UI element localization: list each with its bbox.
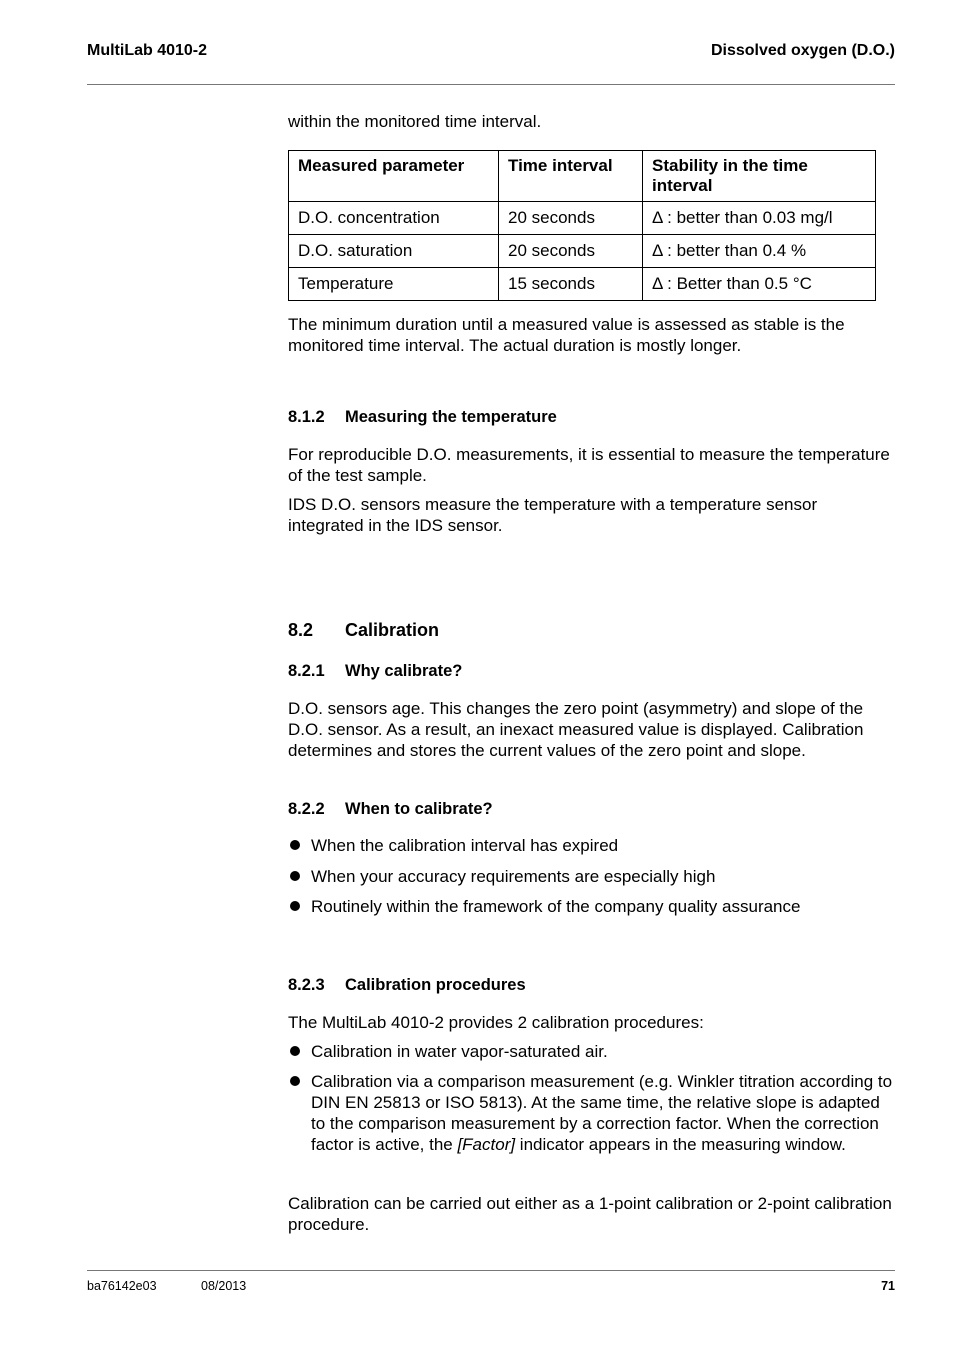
- bullet-icon: [290, 840, 300, 850]
- table-cell: 20 seconds: [499, 235, 643, 268]
- list-item: [288, 866, 895, 887]
- section-heading-8-2-1: [288, 661, 895, 682]
- section-title: Why calibrate?: [345, 662, 463, 680]
- intro-text: within the monitored time interval.: [288, 112, 542, 131]
- list-item-text-part: Calibration via a comparison measurement (e.g. Winkler titration according to DIN EN 25813 or ISO 5813). At the same time, the relative slope is adapted to the comparison measurement by a correction factor. When the correction factor is active, the: [311, 1072, 893, 1154]
- header-chapter-title: Dissolved oxygen (D.O.): [710, 42, 895, 59]
- table-row: [289, 235, 876, 268]
- table-cell: Δ : better than 0.03 mg/l: [643, 202, 876, 235]
- section-title: When to calibrate?: [345, 800, 493, 818]
- list-item: [288, 1041, 895, 1062]
- section-title: Calibration procedures: [345, 976, 526, 994]
- table-header-cell: Measured parameter: [289, 151, 499, 202]
- paragraph: For reproducible D.O. measurements, it is essential to measure the temperature of the test sample.: [288, 445, 890, 485]
- list-item-text-part: indicator appears in the measuring window.: [515, 1135, 846, 1154]
- table-cell: Δ : better than 0.4 %: [643, 235, 876, 268]
- section-heading-8-2-2: [288, 799, 895, 820]
- page-number: 71: [881, 1279, 895, 1293]
- table-cell: Temperature: [289, 268, 499, 301]
- header-product-name: MultiLab 4010-2: [87, 42, 208, 59]
- list-item: [288, 896, 895, 917]
- list-item-text: When your accuracy requirements are especially high: [311, 867, 716, 886]
- table-cell: 20 seconds: [499, 202, 643, 235]
- section-heading-8-2: [288, 620, 895, 641]
- section-heading-8-1-2: [288, 407, 895, 428]
- section-heading-8-2-3: [288, 975, 895, 996]
- section-number: 8.2.2: [288, 800, 325, 818]
- table-cell: D.O. saturation: [289, 235, 499, 268]
- list-item-text: Routinely within the framework of the company quality assurance: [311, 897, 801, 916]
- after-table-text: The minimum duration until a measured value is assessed as stable is the monitored time interval. The actual duration is mostly longer.: [288, 315, 845, 355]
- section-number: 8.1.2: [288, 408, 325, 426]
- factor-indicator-label: [Factor]: [457, 1135, 516, 1154]
- table-header-cell: Time interval: [499, 151, 643, 202]
- list-item-text: Calibration in water vapor-saturated air.: [311, 1042, 608, 1061]
- list-item-text: When the calibration interval has expired: [311, 836, 619, 855]
- bullet-icon: [290, 871, 300, 881]
- paragraph: D.O. sensors age. This changes the zero point (asymmetry) and slope of the D.O. sensor. As a result, an inexact measured value is displayed. Calibration determines and stores the current values of the zero point and slope.: [288, 699, 864, 760]
- header-divider: [87, 84, 895, 85]
- bullet-icon: [290, 1046, 300, 1056]
- paragraph: The MultiLab 4010-2 provides 2 calibration procedures:: [288, 1013, 704, 1032]
- list-item-text: [311, 1071, 895, 1155]
- table-cell: D.O. concentration: [289, 202, 499, 235]
- bullet-icon: [290, 1076, 300, 1086]
- page-footer: [87, 1279, 895, 1299]
- table-cell: Δ : Better than 0.5 °C: [643, 268, 876, 301]
- table-cell: 15 seconds: [499, 268, 643, 301]
- page-header: [87, 42, 895, 66]
- section-number: 8.2.1: [288, 662, 325, 680]
- section-title: Measuring the temperature: [345, 408, 557, 426]
- list-item: [288, 1071, 895, 1155]
- footer-doc-id: ba76142e03: [87, 1279, 157, 1293]
- table-header-cell: Stability in the time interval: [643, 151, 876, 202]
- table-header-row: [289, 151, 876, 202]
- footer-divider: [87, 1270, 895, 1271]
- paragraph: IDS D.O. sensors measure the temperature with a temperature sensor integrated in the IDS sensor.: [288, 495, 818, 535]
- section-number: 8.2: [288, 620, 314, 640]
- section-number: 8.2.3: [288, 976, 325, 994]
- section-title: Calibration: [345, 620, 440, 640]
- bullet-icon: [290, 901, 300, 911]
- footer-date: 08/2013: [201, 1279, 247, 1293]
- table-row: [289, 268, 876, 301]
- paragraph: Calibration can be carried out either as a 1-point calibration or 2-point calibration procedure.: [288, 1194, 892, 1234]
- stability-table: [288, 150, 876, 301]
- table-row: [289, 202, 876, 235]
- list-item: [288, 835, 895, 856]
